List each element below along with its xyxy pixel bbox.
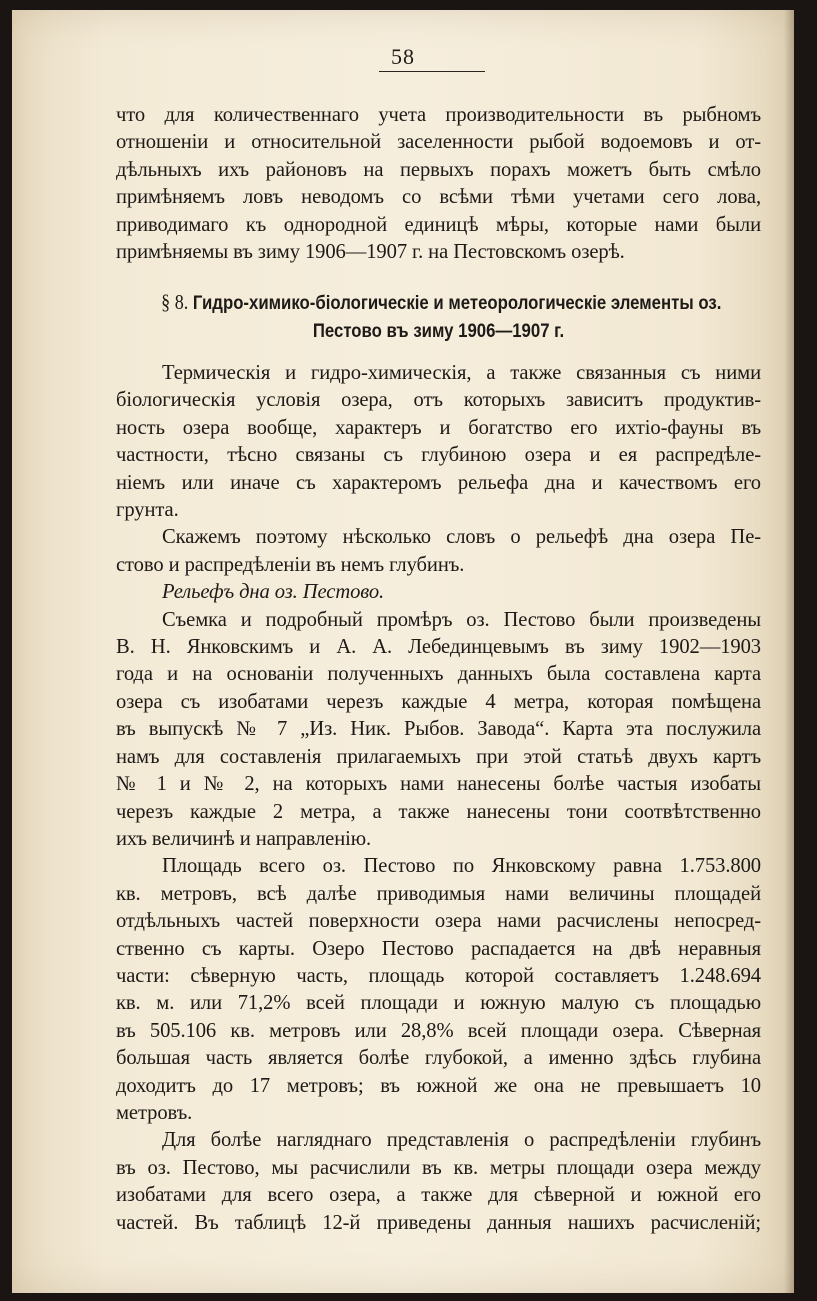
- text-line: частей. Въ таблицѣ 12-й приведены данныя нашихъ расчисленій;: [116, 1211, 761, 1234]
- text-line: намъ для составленія прилагаемыхъ при этой статьѣ двухъ картъ: [116, 745, 761, 768]
- text-line: въ оз. Пестово, мы расчислили въ кв. метры площади озера между: [116, 1156, 761, 1179]
- section-number: § 8.: [161, 290, 189, 314]
- text-line: отдѣльныхъ частей поверхности озера нами расчислены непосред-: [116, 910, 761, 933]
- section-title-line1: Гидро-химико-біологическіе и метеорологическіе элементы оз.: [192, 292, 722, 314]
- text-line: части: сѣверную часть, площадь которой составляетъ 1.248.694: [116, 964, 761, 987]
- text-line: кв. м. или 71,2% всей площади и южную малую съ площадью: [116, 992, 761, 1015]
- text-line: черезъ каждые 2 метра, а также нанесены тони соотвѣтственно: [116, 800, 761, 823]
- text-line: большая часть является болѣе глубокой, а именно здѣсь глубина: [116, 1047, 761, 1070]
- text-line: біологическія условія озера, отъ которыхъ зависитъ продуктив-: [116, 389, 761, 412]
- body-text: [116, 360, 761, 1237]
- text-line: Площадь всего оз. Пестово по Янковскому равна 1.753.800: [162, 855, 761, 878]
- text-line: въ выпускѣ № 7 „Из. Ник. Рыбов. Завода“. Карта эта послужила: [116, 718, 761, 741]
- page-number: 58: [391, 44, 415, 69]
- text-line: ственно съ карты. Озеро Пестово распадается на двѣ неравныя: [116, 937, 761, 960]
- text-line: примѣняемъ ловъ неводомъ со всѣми тѣми учетами сего лова,: [116, 186, 761, 209]
- text-line: кв. метровъ, всѣ далѣе приводимыя нами величины площадей: [116, 882, 761, 905]
- text-line: ихъ величинѣ и направленію.: [116, 827, 372, 850]
- page-number-rule: [379, 71, 485, 72]
- text-line: метровъ.: [116, 1101, 193, 1124]
- text-line: приводимаго къ однородной единицѣ мѣры, которые нами были: [116, 213, 761, 236]
- text-line: ность озера вообще, характеръ и богатство его ихтіо-фауны въ: [116, 416, 761, 439]
- text-line: частности, тѣсно связаны съ глубиною озера и ея распредѣле-: [116, 444, 761, 467]
- text-line: доходитъ до 17 метровъ; въ южной же она не превышаетъ 10: [116, 1074, 761, 1097]
- page-spine-shadow: [784, 10, 794, 1293]
- text-line: № 1 и № 2, на которыхъ нами нанесены болѣе частыя изобаты: [116, 773, 761, 796]
- text-line: отношеніи и относительной заселенности рыбой водоемовъ и от-: [116, 131, 761, 154]
- book-page: [12, 10, 794, 1293]
- section-title-line2: Пестово въ зиму 1906—1907 г.: [312, 320, 565, 342]
- text-line: В. Н. Янковскимъ и А. А. Лебединцевымъ въ зиму 1902—1903: [116, 636, 761, 659]
- text-line: стово и распредѣленіи въ немъ глубинъ.: [116, 553, 465, 576]
- text-line: дѣльныхъ ихъ районовъ на первыхъ порахъ можетъ быть смѣло: [116, 158, 761, 181]
- text-line: Для болѣе нагляднаго представленія о распредѣленіи глубинъ: [162, 1129, 761, 1152]
- text-line: Скажемъ поэтому нѣсколько словъ о рельефѣ дна озера Пе-: [162, 526, 761, 549]
- intro-paragraph: [116, 102, 761, 266]
- text-line: Съемка и подробный промѣръ оз. Пестово были произведены: [162, 608, 761, 631]
- text-line: въ 505.106 кв. метровъ или 28,8% всей площади озера. Сѣверная: [116, 1019, 761, 1042]
- subheading: Рельефъ дна оз. Пестово.: [162, 581, 385, 604]
- text-line: изобатами для всего озера, а также для сѣверной и южной его: [116, 1184, 761, 1207]
- text-line: года и на основаніи полученныхъ данныхъ была составлена карта: [116, 663, 761, 686]
- text-line: грунта.: [116, 499, 179, 522]
- text-line: примѣняемы въ зиму 1906—1907 г. на Пестовскомъ озерѣ.: [116, 241, 625, 264]
- text-line: что для количественнаго учета производительности въ рыбномъ: [116, 104, 761, 126]
- text-line: Термическія и гидро-химическія, а также связанныя съ ними: [162, 362, 761, 384]
- text-line: ніемъ или иначе съ характеромъ рельефа дна и качествомъ его: [116, 471, 761, 494]
- text-line: озера съ изобатами черезъ каждые 4 метра, которая помѣщена: [116, 690, 761, 713]
- section-heading: [161, 288, 722, 345]
